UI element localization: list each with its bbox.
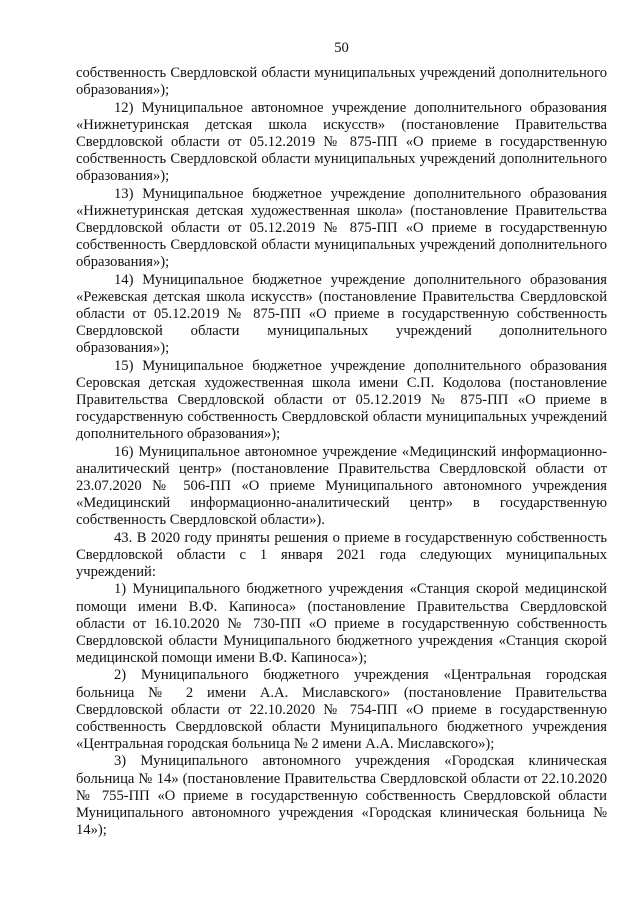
paragraph: 13) Муниципальное бюджетное учреждение дополнительного образования «Нижнетуринская детская художественная школа» (постановление Правительства Свердловской области от 05.12.2019 № 875-ПП «О приеме в государственную собственность Свердловской области муниципальных учреждений дополнительного образования»); [76,185,607,271]
paragraph: собственность Свердловской области муниципальных учреждений дополнительного образования»); [76,65,607,99]
paragraph: 12) Муниципальное автономное учреждение дополнительного образования «Нижнетуринская детская школа искусств» (постановление Правительства Свердловской области от 05.12.2019 № 875-ПП «О приеме в государственную собственность Свердловской области муниципальных учреждений дополнительного образования»); [76,99,607,185]
paragraph: 14) Муниципальное бюджетное учреждение дополнительного образования «Режевская детская школа искусств» (постановление Правительства Свердловской области от 05.12.2019 № 875-ПП «О приеме в государственную собственность Свердловской области муниципальных учреждений дополнительного образования»); [76,271,607,357]
paragraph-list [76,65,607,839]
paragraph: 16) Муниципальное автономное учреждение «Медицинский информационно-аналитический центр» (постановление Правительства Свердловской области от 23.07.2020 № 506-ПП «О приеме Муниципального автономного учреждения «Медицинский информационно-аналитический центр» в государственную собственность Свердловской области»). [76,443,607,529]
paragraph: 1) Муниципального бюджетного учреждения «Станция скорой медицинской помощи имени В.Ф. Капиноса» (постановление Правительства Свердловской области от 16.10.2020 № 730-ПП «О приеме в государственную собственность Свердловской области Муниципального бюджетного учреждения «Станция скорой медицинской помощи имени В.Ф. Капиноса»); [76,581,607,667]
paragraph: 3) Муниципального автономного учреждения «Городская клиническая больница № 14» (постановление Правительства Свердловской области от 22.10.2020 № 755-ПП «О приеме в государственную собственность Свердловской области Муниципального автономного учреждения «Городская клиническая больница № 14»); [76,753,607,839]
page-number: 50 [334,40,349,56]
paragraph: 2) Муниципального бюджетного учреждения «Центральная городская больница № 2 имени А.А. Миславского» (постановление Правительства Свердловской области от 22.10.2020 № 754-ПП «О приеме в государственную собственность Свердловской области Муниципального бюджетного учреждения «Центральная городская больница № 2 имени А.А. Миславского»); [76,667,607,753]
document-page [76,40,607,839]
paragraph: 43. В 2020 году приняты решения о приеме в государственную собственность Свердловской области с 1 января 2021 года следующих муниципальных учреждений: [76,529,607,581]
paragraph: 15) Муниципальное бюджетное учреждение дополнительного образования Серовская детская художественная школа имени С.П. Кодолова (постановление Правительства Свердловской области от 05.12.2019 № 875-ПП «О приеме в государственную собственность Свердловской области муниципальных учреждений дополнительного образования»); [76,357,607,443]
